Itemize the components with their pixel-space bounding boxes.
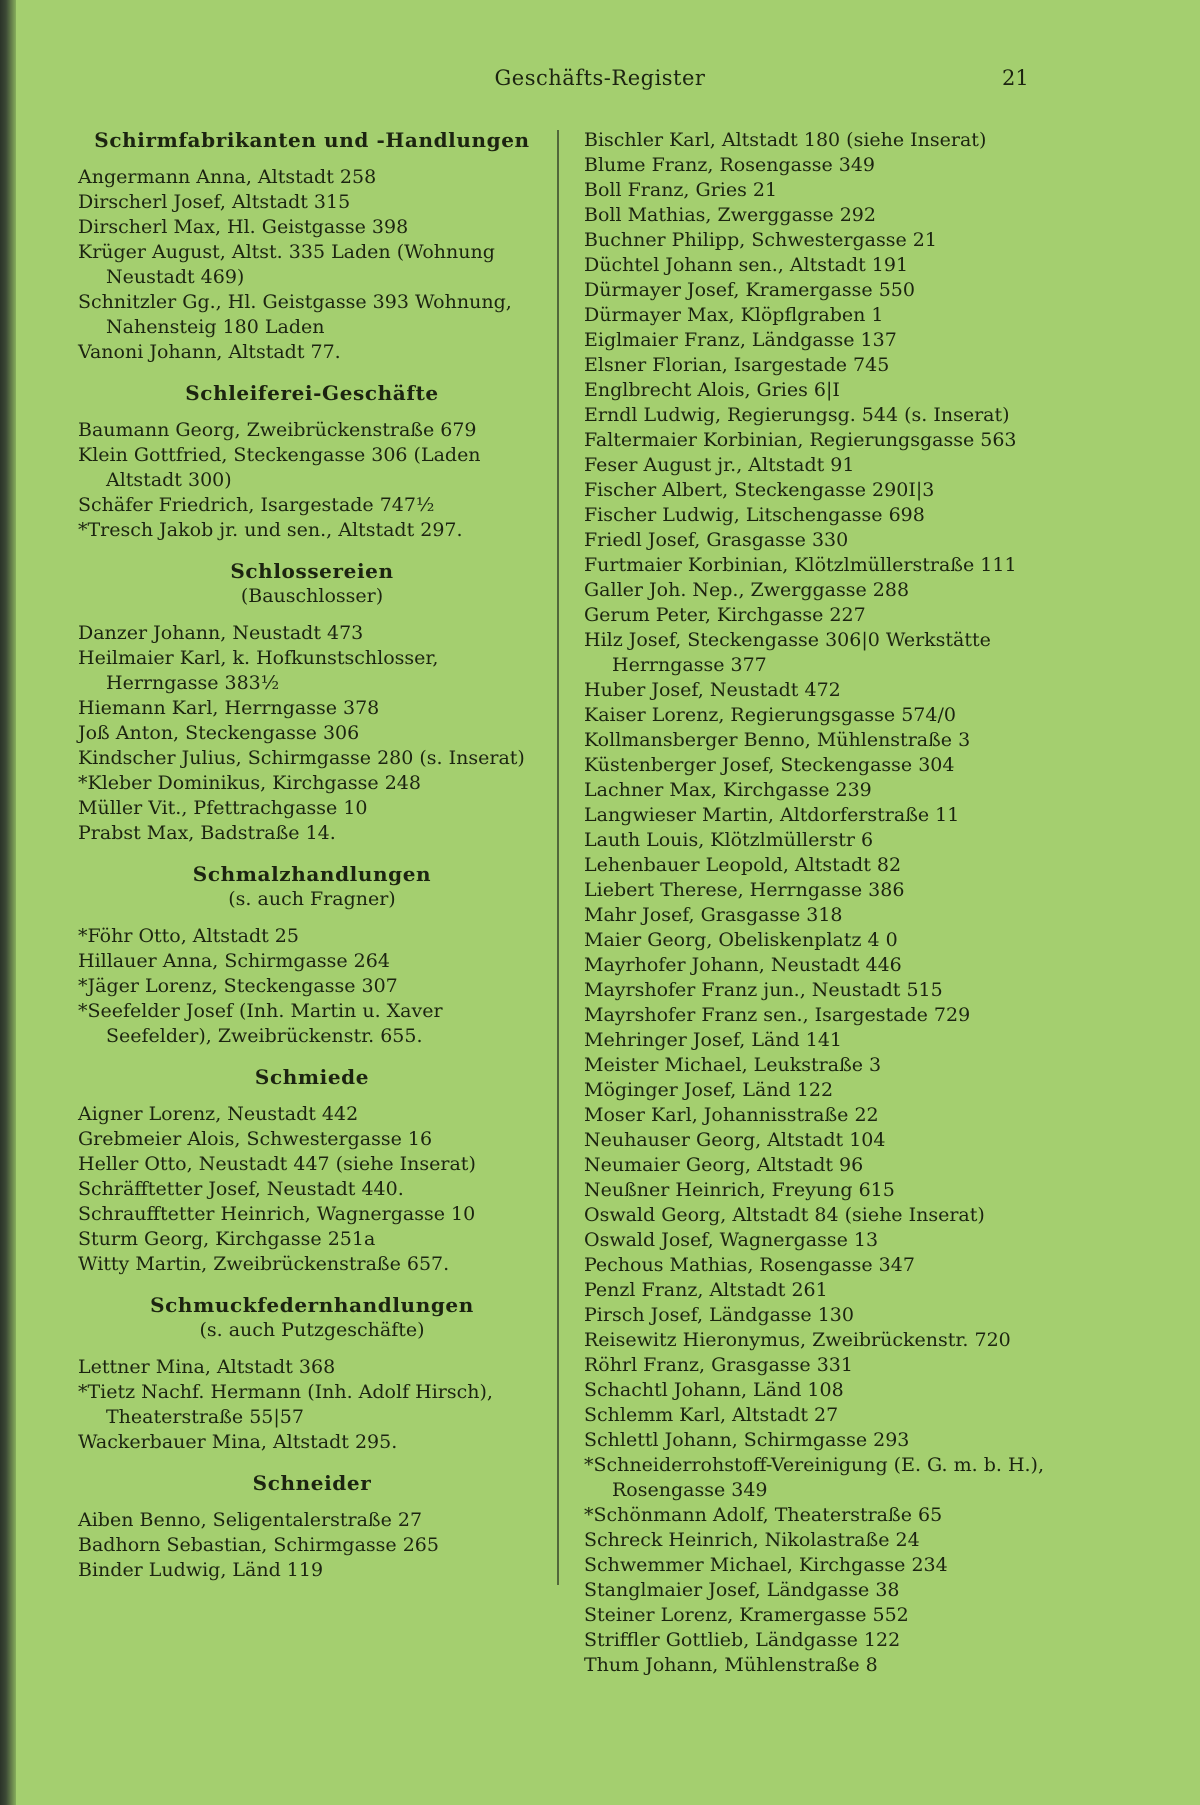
directory-entry: Furtmaier Korbinian, Klötzlmüllerstraße 111: [584, 554, 1017, 576]
directory-entry: Oswald Josef, Wagnergasse 13: [584, 1229, 879, 1251]
directory-entry: Küstenberger Josef, Steckengasse 304: [584, 754, 955, 776]
directory-entry: Blume Franz, Rosengasse 349: [584, 154, 876, 176]
directory-entry: Galler Joh. Nep., Zwerggasse 288: [584, 579, 910, 601]
directory-entry: Boll Mathias, Zwerggasse 292: [584, 204, 876, 226]
directory-entry: Prabst Max, Badstraße 14.: [78, 822, 336, 844]
directory-entry: Friedl Josef, Grasgasse 330: [584, 529, 849, 551]
directory-entry: Mayrhofer Johann, Neustadt 446: [584, 954, 902, 976]
directory-entry: Englbrecht Alois, Gries 6|I: [584, 379, 840, 401]
directory-entry: *Föhr Otto, Altstadt 25: [78, 925, 299, 947]
directory-entry: Stanglmaier Josef, Ländgasse 38: [584, 1579, 900, 1601]
section-subtitle: (Bauschlosser): [240, 585, 384, 607]
directory-entry: Aiben Benno, Seligentalerstraße 27: [78, 1509, 423, 1531]
directory-section: [78, 128, 546, 365]
directory-entry: Reisewitz Hieronymus, Zweibrückenstr. 720: [584, 1329, 1011, 1351]
directory-entry: Schwemmer Michael, Kirchgasse 234: [584, 1554, 948, 1576]
directory-entry: Badhorn Sebastian, Schirmgasse 265: [78, 1534, 439, 1556]
directory-entry: Moser Karl, Johannisstraße 22: [584, 1104, 879, 1126]
directory-entry: Hillauer Anna, Schirmgasse 264: [78, 950, 390, 972]
directory-entry: Müller Vit., Pfettrachgasse 10: [78, 797, 368, 819]
section-subtitle: (s. auch Putzgeschäfte): [199, 1319, 425, 1341]
directory-entry: Neuhauser Georg, Altstadt 104: [584, 1129, 886, 1151]
directory-entry: Binder Ludwig, Länd 119: [78, 1559, 324, 1581]
section-title: Schmalzhandlungen: [192, 862, 432, 886]
directory-entry: Buchner Philipp, Schwestergasse 21: [584, 229, 937, 251]
directory-entry: Bischler Karl, Altstadt 180 (siehe Inserat): [584, 129, 987, 151]
directory-entry: Dürmayer Josef, Kramergasse 550: [584, 279, 915, 301]
directory-entry: Gerum Peter, Kirchgasse 227: [584, 604, 866, 626]
directory-entry: Schäfer Friedrich, Isargestade 747½: [78, 494, 435, 516]
directory-entry: Schachtl Johann, Länd 108: [584, 1379, 844, 1401]
directory-entry: Heller Otto, Neustadt 447 (siehe Inserat): [78, 1153, 476, 1175]
directory-entry: *Tresch Jakob jr. und sen., Altstadt 297.: [78, 519, 463, 541]
directory-entry: Thum Johann, Mühlenstraße 8: [584, 1654, 878, 1676]
page-header-title: Geschäfts-Register: [494, 66, 706, 90]
directory-entry: Witty Martin, Zweibrückenstraße 657.: [78, 1253, 450, 1275]
directory-entry: Mahr Josef, Grasgasse 318: [584, 904, 843, 926]
left-column: [78, 128, 546, 1583]
directory-entry: Grebmeier Alois, Schwestergasse 16: [78, 1128, 433, 1150]
directory-entry: Schreck Heinrich, Nikolastraße 24: [584, 1529, 920, 1551]
directory-entry: Krüger August, Altst. 335 Laden (Wohnung Neustadt 469): [78, 241, 495, 288]
section-title: Schlossereien: [230, 559, 394, 583]
directory-section: [78, 862, 546, 1049]
directory-entry: Klein Gottfried, Steckengasse 306 (Laden Altstadt 300): [78, 444, 481, 491]
directory-entry: Meister Michael, Leukstraße 3: [584, 1054, 882, 1076]
directory-section: [78, 559, 546, 846]
directory-entry: Oswald Georg, Altstadt 84 (siehe Inserat): [584, 1204, 985, 1226]
directory-entry: Huber Josef, Neustadt 472: [584, 679, 841, 701]
directory-entry: *Kleber Dominikus, Kirchgasse 248: [78, 772, 421, 794]
directory-entry: *Schneiderrohstoff-Vereinigung (E. G. m. b. H.), Rosengasse 349: [584, 1454, 1044, 1501]
directory-entry: Boll Franz, Gries 21: [584, 179, 778, 201]
directory-entry: Mehringer Josef, Länd 141: [584, 1029, 842, 1051]
section-title: Schmiede: [254, 1065, 370, 1089]
page-binding-edge: [0, 0, 16, 1805]
directory-section: [78, 381, 546, 543]
directory-section: [78, 1471, 546, 1583]
section-title: Schleiferei-Geschäfte: [185, 381, 439, 405]
section-subtitle: (s. auch Fragner): [228, 888, 396, 910]
directory-entry: *Tietz Nachf. Hermann (Inh. Adolf Hirsch), Theaterstraße 55|57: [78, 1381, 493, 1428]
directory-entry: Kollmansberger Benno, Mühlenstraße 3: [584, 729, 971, 751]
directory-entry: Schlettl Johann, Schirmgasse 293: [584, 1429, 910, 1451]
directory-entry: Kindscher Julius, Schirmgasse 280 (s. Inserat): [78, 747, 525, 769]
directory-entry: Dirscherl Josef, Altstadt 315: [78, 191, 351, 213]
directory-entry: Steiner Lorenz, Kramergasse 552: [584, 1604, 909, 1626]
directory-entry: Langwieser Martin, Altdorferstraße 11: [584, 804, 960, 826]
directory-entry: Angermann Anna, Altstadt 258: [78, 166, 377, 188]
directory-entry: Danzer Johann, Neustadt 473: [78, 622, 364, 644]
directory-entry: Schnitzler Gg., Hl. Geistgasse 393 Wohnung, Nahensteig 180 Laden: [78, 291, 512, 338]
directory-entry: Kaiser Lorenz, Regierungsgasse 574/0: [584, 704, 956, 726]
page-number: 21: [1002, 66, 1029, 90]
directory-section: [78, 1065, 546, 1277]
directory-entry: Schraufftetter Heinrich, Wagnergasse 10: [78, 1203, 476, 1225]
directory-entry: Lettner Mina, Altstadt 368: [78, 1356, 336, 1378]
directory-entry: Möginger Josef, Länd 122: [584, 1079, 834, 1101]
directory-entry: Hilz Josef, Steckengasse 306|0 Werkstätte Herrngasse 377: [584, 629, 991, 676]
directory-entry: Aigner Lorenz, Neustadt 442: [78, 1103, 359, 1125]
section-title: Schirmfabrikanten und -Handlungen: [94, 128, 530, 152]
directory-entry: Maier Georg, Obeliskenplatz 4 0: [584, 929, 898, 951]
directory-entry: Heilmaier Karl, k. Hofkunstschlosser, Herrngasse 383½: [78, 647, 439, 694]
directory-entry: Erndl Ludwig, Regierungsg. 544 (s. Inserat): [584, 404, 1010, 426]
directory-entry: Hiemann Karl, Herrngasse 378: [78, 697, 380, 719]
directory-entry: Sturm Georg, Kirchgasse 251a: [78, 1228, 376, 1250]
section-title: Schneider: [252, 1471, 372, 1495]
directory-entry: Elsner Florian, Isargestade 745: [584, 354, 890, 376]
directory-entry: Feser August jr., Altstadt 91: [584, 454, 855, 476]
directory-entry: Neußner Heinrich, Freyung 615: [584, 1179, 895, 1201]
directory-entry: Striffler Gottlieb, Ländgasse 122: [584, 1629, 901, 1651]
right-column: [584, 128, 1054, 1678]
directory-entry: Mayrshofer Franz sen., Isargestade 729: [584, 1004, 971, 1026]
directory-entry: Wackerbauer Mina, Altstadt 295.: [78, 1431, 398, 1453]
directory-entry: Joß Anton, Steckengasse 306: [78, 722, 360, 744]
directory-entry: Röhrl Franz, Grasgasse 331: [584, 1354, 853, 1376]
directory-entry: Baumann Georg, Zweibrückenstraße 679: [78, 419, 477, 441]
directory-entry: Schräfftetter Josef, Neustadt 440.: [78, 1178, 404, 1200]
directory-entry: Fischer Albert, Steckengasse 290I|3: [584, 479, 935, 501]
directory-entry: Lachner Max, Kirchgasse 239: [584, 779, 872, 801]
directory-entry: *Jäger Lorenz, Steckengasse 307: [78, 975, 398, 997]
directory-entry: Penzl Franz, Altstadt 261: [584, 1279, 828, 1301]
directory-entry: Eiglmaier Franz, Ländgasse 137: [584, 329, 897, 351]
directory-entry: Schlemm Karl, Altstadt 27: [584, 1404, 839, 1426]
directory-entry: Dürmayer Max, Klöpflgraben 1: [584, 304, 884, 326]
directory-entry: Liebert Therese, Herrngasse 386: [584, 879, 905, 901]
directory-entry: Neumaier Georg, Altstadt 96: [584, 1154, 864, 1176]
directory-entry: Fischer Ludwig, Litschengasse 698: [584, 504, 925, 526]
directory-entry: Dirscherl Max, Hl. Geistgasse 398: [78, 216, 409, 238]
directory-entry: Mayrshofer Franz jun., Neustadt 515: [584, 979, 943, 1001]
directory-entry: *Schönmann Adolf, Theaterstraße 65: [584, 1504, 943, 1526]
column-divider: [557, 130, 559, 1585]
directory-entry: *Seefelder Josef (Inh. Martin u. Xaver Seefelder), Zweibrückenstr. 655.: [78, 1000, 443, 1047]
directory-entry: Düchtel Johann sen., Altstadt 191: [584, 254, 909, 276]
section-title: Schmuckfedernhandlungen: [150, 1293, 474, 1317]
directory-entry: Pechous Mathias, Rosengasse 347: [584, 1254, 915, 1276]
directory-entry: Lehenbauer Leopold, Altstadt 82: [584, 854, 902, 876]
directory-entry: Pirsch Josef, Ländgasse 130: [584, 1304, 854, 1326]
directory-entry: Lauth Louis, Klötzlmüllerstr 6: [584, 829, 874, 851]
directory-entry: Faltermaier Korbinian, Regierungsgasse 563: [584, 429, 1017, 451]
directory-section: [78, 1293, 546, 1455]
directory-entry: Vanoni Johann, Altstadt 77.: [78, 341, 341, 363]
